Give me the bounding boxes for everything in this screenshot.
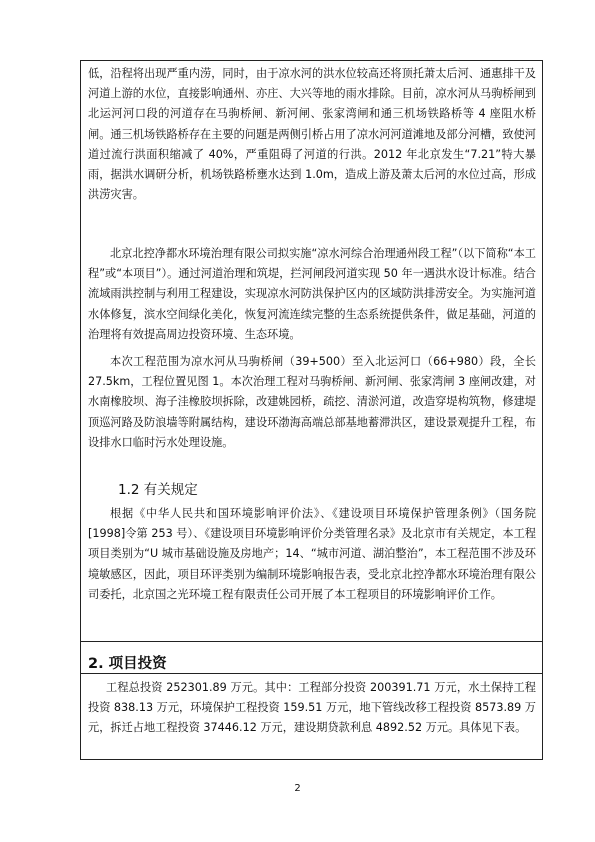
paragraph-project-scope: 本次工程范围为凉水河从马驹桥闸（39+500）至入北运河口（66+980）段，全长 27.5km，工程位置见图 1。本次治理工程对马驹桥闸、新河闸、张家湾闸 3 座闸改建，对水南橡胶坝、海子洼橡胶坝拆除，改建姚园桥，疏挖、清淤河道，改造穿堤构筑物，修建堤顶巡河路及防浪墙等附属结构，建设环渤海高端总部基地蓄滞洪区，建设景观提升工程，布设排水口临时污水处理设施。 bbox=[88, 355, 536, 449]
section-divider-top bbox=[81, 641, 542, 642]
section-heading-investment: 2. 项目投资 bbox=[88, 656, 167, 672]
paragraph-flood-background: 低，沿程将出现严重内涝，同时，由于凉水河的洪水位较高还将顶托萧太后河、通惠排干及河道上游的水位，直接影响通州、亦庄、大兴等地的雨水排除。目前，凉水河从马驹桥闸到北运河河口段的河道存在马驹桥闸、新河闸、张家湾闸和通三机场铁路桥等 4 座阻水桥闸。通三机场铁路桥存在主要的问题是两侧引桥占用了凉水河河道滩地及部分河槽，致使河道过流行洪面积缩减了 40%，严重阻碍了河道的行洪。2012 年北京发生“7.21”特大暴雨，据洪水调研分析，机场铁路桥壅水达到 1.0m，造成上游及萧太后河的水位过高，形成洪涝灾害。 bbox=[88, 67, 536, 202]
section-divider-bottom bbox=[81, 673, 542, 674]
paragraph-regulations: 根据《中华人民共和国环境影响评价法》、《建设项目环境保护管理条例》（国务院[1998]令第 253 号）、《建设项目环境影响评价分类管理名录》及北京市有关规定，本工程项目类别为“U 城市基础设施及房地产；14、“城市河道、湖泊整治”，本工程范围不涉及环境敏感区，因此，项目环评类别为编制环境影响报告表，受北京北控净都水环境治理有限公司委托，北京国之光环境工程有限责任公司开展了本工程项目的环境影响评价工作。 bbox=[88, 507, 536, 601]
section-heading-regulations: 1.2 有关规定 bbox=[118, 482, 198, 498]
page-number: 2 bbox=[294, 783, 301, 794]
paragraph-project-company: 北京北控净都水环境治理有限公司拟实施“凉水河综合治理通州段工程”（以下简称“本工程”或“本项目”）。通过河道治理和筑堤，拦河闸段河道实现 50 年一遇洪水设计标准。结合流域雨洪控制与利用工程建设，实现凉水河防洪保护区内的区域防洪排涝安全。为实施河道水体修复，滨水空间绿化美化，恢复河流连续完整的生态系统提供条件，做足基础，河道的治理将有效提高周边投资环境、生态环境。 bbox=[88, 247, 536, 341]
paragraph-investment: 工程总投资 252301.89 万元。其中：工程部分投资 200391.71 万元，水土保持工程投资 838.13 万元，环境保护工程投资 159.51 万元，地下管线改移工程投资 8573.89 万元，拆迁占地工程投资 37446.12 万元，建设期贷款利息 4892.52 万元。具体见下表。 bbox=[88, 681, 536, 735]
